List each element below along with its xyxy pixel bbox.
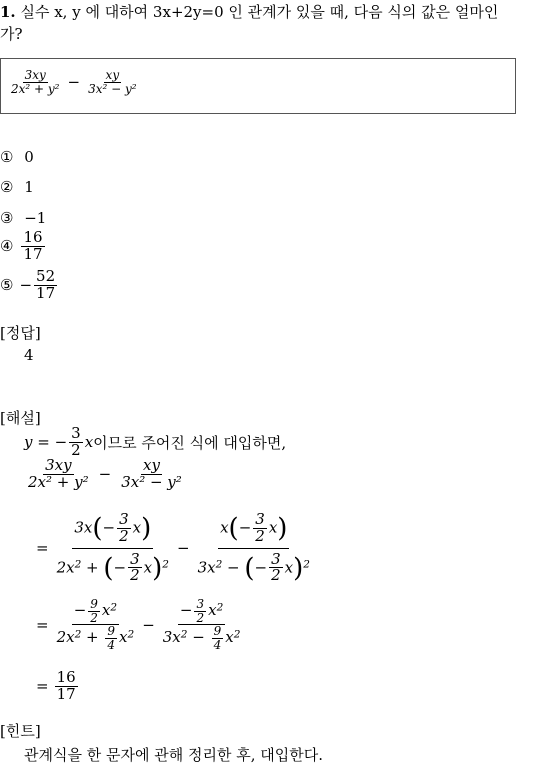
- step1-fraction-2: [119, 458, 184, 491]
- choice-marker: ④: [0, 237, 14, 256]
- solution-line-1: [24, 426, 286, 459]
- expr-f2-numerator: xy: [105, 68, 120, 82]
- solution-line-1-text: 이므로 주어진 식에 대입하면,: [93, 433, 287, 452]
- final-equals: =: [36, 677, 49, 696]
- expr-f2-denominator: 3x² − y²: [88, 81, 137, 96]
- choice-fraction: [34, 269, 57, 302]
- hint-heading: [힌트]: [0, 722, 41, 740]
- coef-denominator: 2: [71, 440, 81, 459]
- choice-marker: ③: [0, 209, 14, 227]
- step1-f2-denominator: 3x² − y²: [121, 472, 182, 491]
- solution-coef-fraction: [69, 426, 83, 459]
- solution-heading: [해설]: [0, 409, 41, 427]
- choice-4[interactable]: [0, 230, 47, 263]
- expr-f1-numerator: 3xy: [24, 68, 46, 82]
- step1-minus: −: [98, 465, 112, 484]
- solution-step-1: [24, 458, 186, 491]
- expr-fraction-1: [9, 69, 62, 95]
- question-text: [0, 1, 533, 45]
- choice-value: 1: [24, 178, 34, 196]
- solution-final: [36, 670, 80, 703]
- solution-x: x: [84, 433, 94, 452]
- choice-value: 0: [24, 148, 34, 166]
- step1-f1-numerator: 3xy: [45, 456, 72, 474]
- final-fraction: [55, 670, 78, 703]
- solution-step-3: = − $\frac{9}{2}$ $x^2$ $2x^2$ + $\frac{9}{4}$ $x^2$ − − $\frac{3}{2}$ $x^2$ $3x^2$ − $\frac{9}{4}$ $x^2$: [36, 597, 241, 652]
- step2-fraction-2: x(− $\frac{3}{2}$ x) $3x^2$ − (− $\frac{3}{2}$ x)$^2$: [197, 510, 310, 585]
- expr-fraction-2: [86, 69, 139, 95]
- choice-marker: ⑤: [0, 276, 14, 295]
- expr-minus: −: [67, 73, 81, 92]
- final-denominator: 17: [56, 684, 76, 703]
- choice-2[interactable]: [0, 178, 34, 196]
- step1-f2-numerator: xy: [143, 456, 160, 474]
- choice-1[interactable]: [0, 148, 34, 166]
- choice-denominator: 17: [23, 244, 43, 263]
- choice-denominator: 17: [36, 283, 56, 302]
- final-numerator: 16: [56, 668, 76, 686]
- choice-marker: ②: [0, 178, 14, 196]
- choice-fraction: [21, 230, 44, 263]
- expression: [7, 69, 141, 95]
- question-line-2: 가?: [0, 25, 23, 43]
- answer-value: 4: [24, 346, 34, 364]
- step3-fraction-2: − $\frac{3}{2}$ $x^2$ $3x^2$ − $\frac{9}{4}$ $x^2$: [162, 597, 241, 652]
- step1-fraction-1: [26, 458, 91, 491]
- choice-numerator: 52: [36, 267, 56, 285]
- choice-5[interactable]: [0, 269, 59, 302]
- choice-3[interactable]: [0, 209, 46, 227]
- step3-fraction-1: − $\frac{9}{2}$ $x^2$ $2x^2$ + $\frac{9}{4}$ $x^2$: [56, 597, 135, 652]
- question-line-1: 실수 x, y 에 대하여 3x+2y=0 인 관계가 있을 때, 다음 식의 값은 얼마인: [20, 3, 499, 21]
- choice-sign: −: [19, 276, 33, 295]
- choice-value: −1: [24, 209, 47, 227]
- answer-heading: [정답]: [0, 324, 41, 342]
- expr-f1-denominator: 2x² + y²: [11, 81, 60, 96]
- solution-y-equals: y = −: [24, 433, 68, 452]
- coef-numerator: 3: [71, 424, 81, 442]
- solution-step-2: = 3x(− $\frac{3}{2}$ x) $2x^2$ + (− $\frac{3}{2}$ x)$^2$ − x(− $\frac{3}{2}$ x) $3x^2$ − (− $\frac{3}{2}$ x)$^2$: [36, 510, 310, 585]
- expression-box: [0, 58, 516, 114]
- question-number: 1.: [0, 3, 16, 21]
- step2-fraction-1: 3x(− $\frac{3}{2}$ x) $2x^2$ + (− $\frac{3}{2}$ x)$^2$: [56, 510, 169, 585]
- hint-text: 관계식을 한 문자에 관해 정리한 후, 대입한다.: [24, 746, 323, 764]
- step1-f1-denominator: 2x² + y²: [28, 472, 89, 491]
- choice-marker: ①: [0, 148, 14, 166]
- step2-equals: =: [36, 539, 49, 557]
- choice-numerator: 16: [23, 228, 43, 246]
